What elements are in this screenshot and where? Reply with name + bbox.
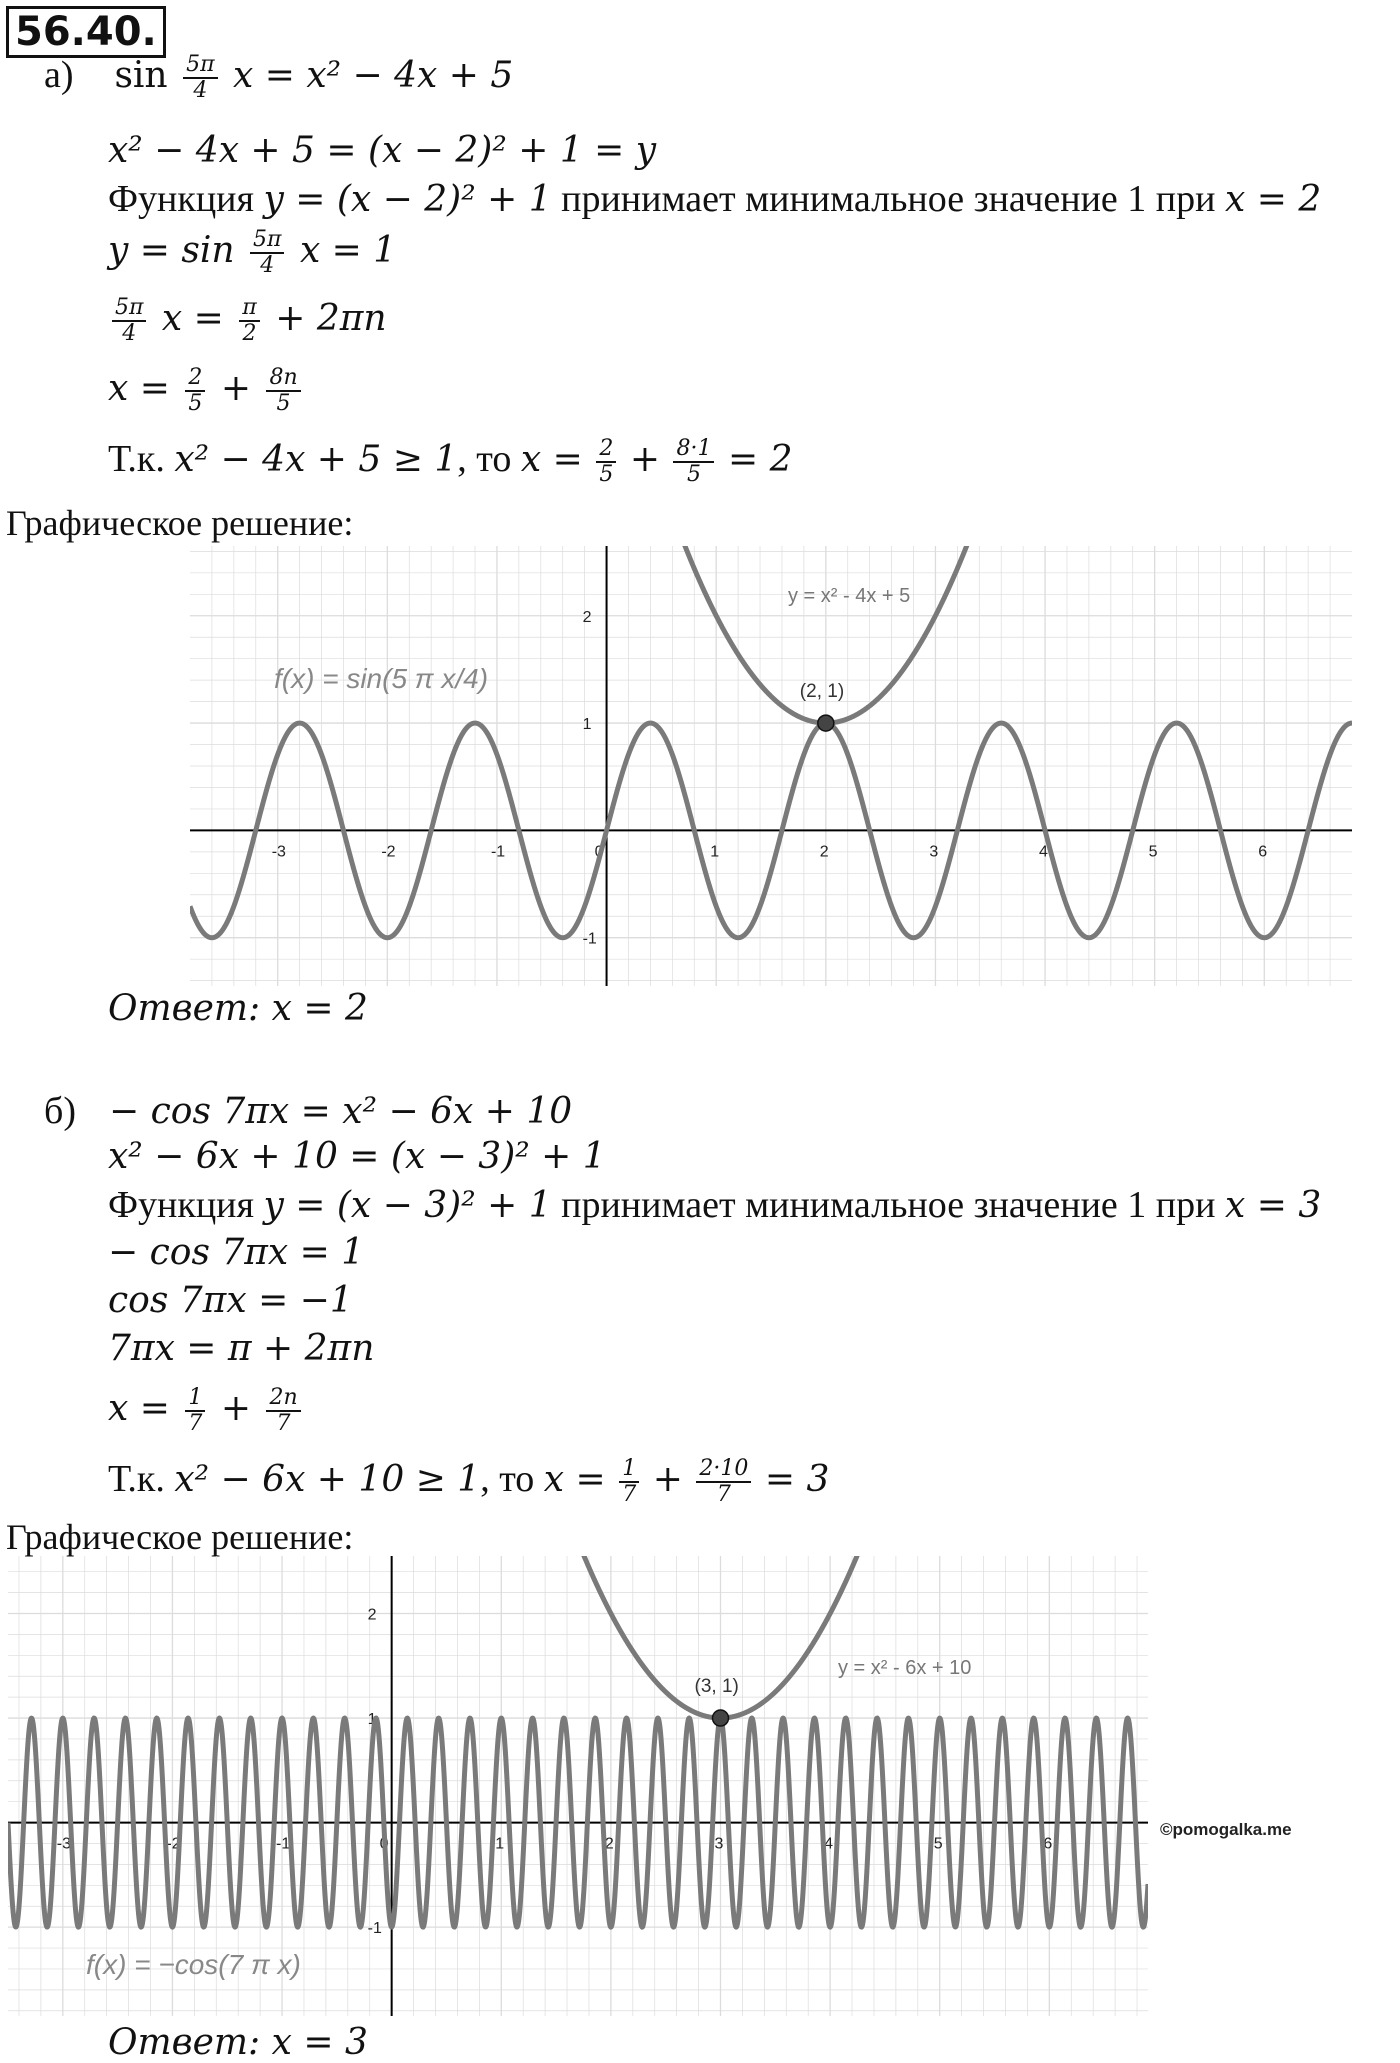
- part-a-line7: [108, 436, 793, 487]
- math-x2: x = 2: [1224, 179, 1322, 220]
- y-tick-label: -1: [582, 930, 597, 948]
- frac-den: 4: [122, 321, 137, 346]
- intersection-point: [818, 715, 834, 731]
- math-func: y = (x − 3)² + 1: [263, 1185, 552, 1226]
- part-b-letter: б): [44, 1090, 76, 1132]
- text-tk: Т.к.: [108, 438, 165, 480]
- math-x-eq-1: x = 1: [299, 230, 397, 271]
- parabola-label: y = x² - 6x + 10: [838, 1657, 972, 1679]
- x-tick-label: -1: [490, 843, 506, 861]
- text-to: , то: [480, 1458, 535, 1500]
- frac-num: 8·1: [673, 437, 714, 463]
- x-tick-label: 5: [1148, 843, 1158, 861]
- frac-num: 2·10: [696, 1457, 751, 1483]
- part-a-eq-right: x = x² − 4x + 5: [233, 55, 514, 96]
- part-a-graph-label: Графическое решение:: [6, 503, 354, 543]
- part-a-line6: [108, 366, 305, 416]
- frac-num: 1: [185, 1386, 205, 1412]
- answer-value: : x = 3: [248, 2022, 368, 2063]
- math-x-eq: x =: [108, 368, 170, 409]
- answer-value: : x = 2: [248, 988, 368, 1029]
- text-to: , то: [457, 438, 512, 480]
- frac-1-7: [185, 1386, 205, 1436]
- x-tick-label: 1: [710, 843, 720, 861]
- frac-8n-5: [266, 366, 300, 416]
- frac-pi-2: [239, 296, 259, 346]
- answer-label: Ответ: [108, 988, 249, 1029]
- math-x-eq: x =: [543, 1459, 606, 1500]
- part-a-line3: [108, 176, 1321, 223]
- x-tick-label: 1: [495, 1835, 505, 1853]
- frac-8-1-5: [673, 437, 714, 487]
- y-tick-label: -1: [367, 1920, 382, 1938]
- frac-num: 2n: [266, 1386, 300, 1412]
- math-2pin: + 2πn: [275, 298, 387, 339]
- problem-number: 56.40.: [6, 6, 166, 58]
- chart-b: [8, 1556, 1148, 2016]
- text-function: Функция: [108, 178, 254, 220]
- frac-den: 4: [193, 78, 208, 103]
- part-a-answer: [108, 988, 368, 1029]
- frac-den: 2: [242, 321, 257, 346]
- x-tick-label: -3: [271, 843, 286, 861]
- part-b-line6: 7πx = π + 2πn: [108, 1328, 375, 1369]
- text-function: Функция: [108, 1184, 254, 1226]
- math-plus: +: [220, 1388, 251, 1429]
- frac-den: 7: [276, 1411, 291, 1436]
- x-tick-label: 2: [604, 1835, 614, 1853]
- part-b-line5: cos 7πx = −1: [108, 1280, 353, 1321]
- point-label: (2, 1): [799, 681, 845, 703]
- chart-a: [190, 546, 1352, 986]
- x-tick-label: 6: [1258, 843, 1268, 861]
- part-b-graph-label: Графическое решение:: [6, 1517, 354, 1557]
- math-x-eq: x =: [520, 439, 583, 480]
- frac-2n-7: [266, 1386, 300, 1436]
- math-func: y = (x − 2)² + 1: [263, 179, 552, 220]
- part-b-answer: [108, 2022, 368, 2063]
- grid: [190, 546, 1352, 986]
- frac-5pi-4: [250, 228, 284, 278]
- frac-num: 8n: [266, 366, 300, 392]
- y-tick-label: 2: [582, 608, 592, 626]
- frac-num: 5π: [112, 296, 146, 322]
- x-tick-label: -3: [56, 1835, 72, 1853]
- x-tick-label: 4: [1039, 843, 1048, 861]
- frac-2-5: [596, 437, 616, 487]
- frac-den: 5: [276, 391, 291, 416]
- x-tick-label: 6: [1043, 1835, 1053, 1853]
- frac-den: 7: [622, 1482, 637, 1508]
- watermark: ©pomogalka.me: [1160, 1820, 1292, 1839]
- part-a-line4: [108, 228, 396, 278]
- x-tick-label: 0: [594, 843, 604, 861]
- math-x-eq: x =: [161, 298, 224, 339]
- frac-den: 5: [188, 391, 203, 416]
- y-tick-label: 2: [367, 1606, 377, 1624]
- part-a-line2: x² − 4x + 5 = (x − 2)² + 1 = y: [108, 130, 657, 171]
- text-min: принимает минимальное значение 1 при: [561, 1184, 1216, 1226]
- part-b-line8: [108, 1456, 829, 1507]
- x-tick-label: -2: [381, 843, 396, 861]
- frac-num: 2: [185, 366, 205, 392]
- math-ineq: x² − 4x + 5 ≥ 1: [174, 439, 458, 480]
- frac-num: 5π: [183, 53, 217, 79]
- part-b-line3: [108, 1182, 1321, 1229]
- frac-num: 5π: [250, 228, 284, 254]
- frac-den: 5: [599, 462, 614, 488]
- math-eq-b: − cos 7πx = x² − 6x + 10: [109, 1091, 573, 1132]
- part-b-line1: [44, 1088, 572, 1135]
- parabola-label: y = x² - 4x + 5: [788, 585, 911, 607]
- math-ineq: x² − 6x + 10 ≥ 1: [174, 1459, 481, 1500]
- x-tick-label: 2: [819, 843, 829, 861]
- part-b-line2: x² − 6x + 10 = (x − 3)² + 1: [108, 1136, 606, 1177]
- function-label: f(x) = sin(5 π x/4): [274, 663, 489, 694]
- text-min: принимает минимальное значение 1 при: [561, 178, 1216, 220]
- part-b-line4: − cos 7πx = 1: [108, 1232, 365, 1273]
- part-a-line5: [108, 296, 387, 346]
- math-y-sin: y = sin: [108, 230, 235, 271]
- intersection-point: [713, 1710, 729, 1726]
- frac-den: 5: [686, 462, 701, 488]
- x-tick-label: 3: [714, 1835, 724, 1853]
- math-eq-2: = 2: [727, 439, 793, 480]
- x-tick-label: -1: [276, 1835, 291, 1853]
- part-a-letter: а): [44, 54, 74, 96]
- part-a-coef-frac: [183, 53, 217, 103]
- part-b-line7: [108, 1386, 305, 1436]
- x-tick-label: -2: [166, 1835, 181, 1853]
- x-tick-label: 5: [933, 1835, 943, 1853]
- part-a-sin: sin: [114, 55, 168, 96]
- answer-label: Ответ: [108, 2022, 249, 2063]
- frac-num: 2: [596, 437, 616, 463]
- frac-den: 4: [260, 253, 275, 278]
- part-a-line1: [44, 52, 513, 103]
- frac-den: 7: [188, 1411, 203, 1436]
- math-plus: +: [220, 368, 251, 409]
- frac-1-7: [619, 1457, 639, 1507]
- y-tick-label: 1: [582, 716, 592, 734]
- x-tick-label: 0: [379, 1835, 389, 1853]
- math-x3: x = 3: [1224, 1185, 1322, 1226]
- y-tick-label: 1: [367, 1711, 377, 1729]
- math-plus: +: [629, 439, 660, 480]
- math-plus: +: [652, 1459, 683, 1500]
- x-tick-label: 4: [824, 1835, 834, 1853]
- math-eq-3: = 3: [764, 1459, 830, 1500]
- frac-2-5: [185, 366, 205, 416]
- function-label: f(x) = −cos(7 π x): [86, 1949, 301, 1980]
- frac-num: 1: [619, 1457, 639, 1483]
- text-tk: Т.к.: [108, 1458, 165, 1500]
- frac-num: π: [239, 296, 259, 322]
- frac-2-10-7: [696, 1457, 751, 1507]
- math-x-eq: x =: [108, 1388, 170, 1429]
- frac-5pi-4: [112, 296, 146, 346]
- frac-den: 7: [716, 1482, 731, 1508]
- x-tick-label: 3: [929, 843, 939, 861]
- point-label: (3, 1): [694, 1676, 739, 1698]
